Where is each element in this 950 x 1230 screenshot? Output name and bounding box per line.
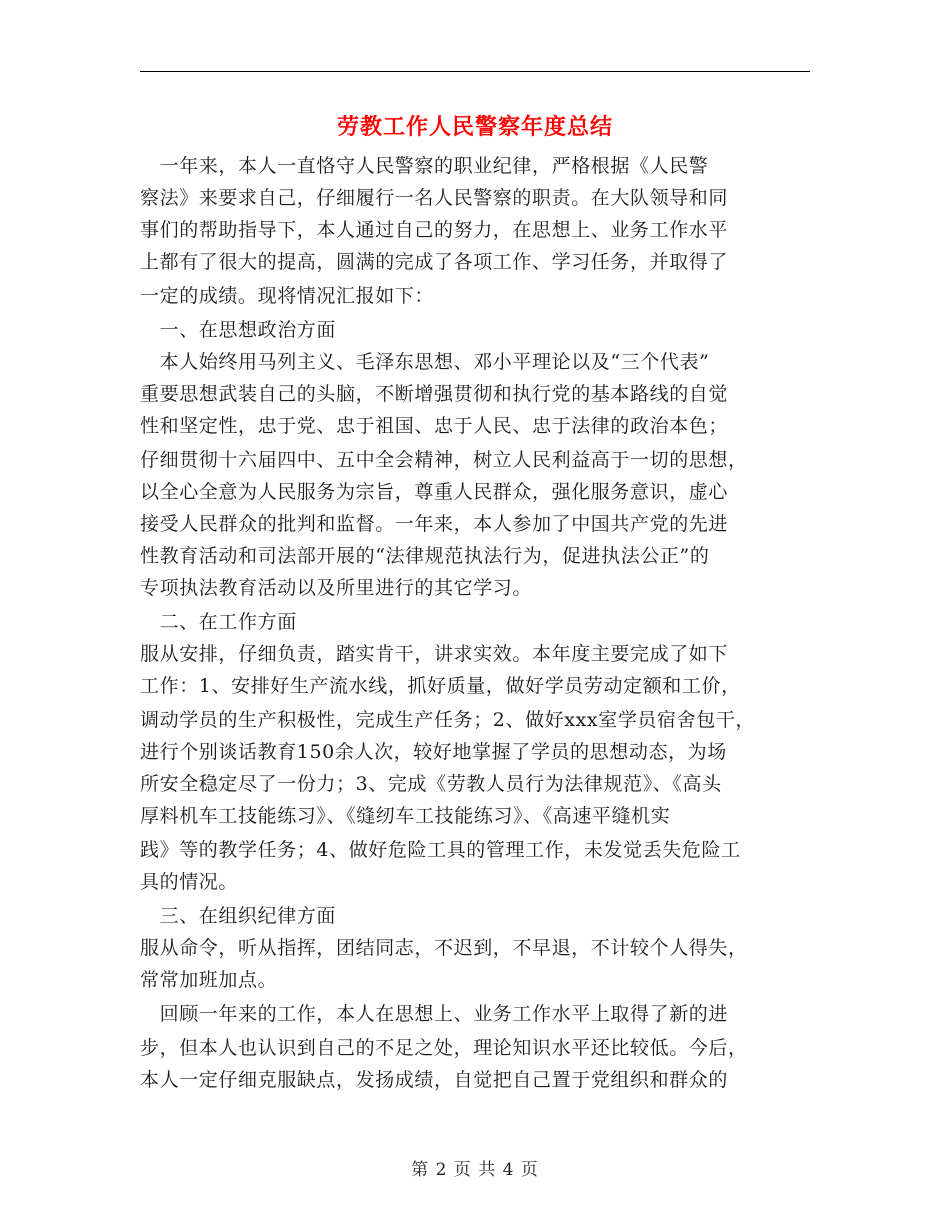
body-line: 上都有了很大的提高，圆满的完成了各项工作、学习任务，并取得了 — [140, 251, 729, 273]
body-line: 接受人民群众的批判和监督。一年来，本人参加了中国共产党的先进 — [140, 513, 729, 535]
body-line: 回顾一年来的工作，本人在思想上、业务工作水平上取得了新的进 — [140, 1003, 729, 1025]
body-line: 仔细贯彻十六届四中、五中全会精神，树立人民利益高于一切的思想， — [140, 449, 748, 471]
body-line: 步，但本人也认识到自己的不足之处，理论知识水平还比较低。今后， — [140, 1037, 748, 1059]
body-line: 专项执法教育活动以及所里进行的其它学习。 — [140, 577, 533, 599]
body-line: 本人一定仔细克服缺点，发扬成绩，自觉把自己置于党组织和群众的 — [140, 1069, 729, 1091]
body-line: 察法》来要求自己，仔细履行一名人民警察的职责。在大队领导和同 — [140, 187, 729, 209]
section-heading: 二、在工作方面 — [140, 611, 297, 633]
body-line: 以全心全意为人民服务为宗旨，尊重人民群众，强化服务意识，虚心 — [140, 481, 729, 503]
body-line: 服从安排，仔细负责，踏实肯干，讲求实效。本年度主要完成了如下 — [140, 643, 729, 665]
body-line: 常常加班加点。 — [140, 969, 278, 991]
section-heading: 三、在组织纪律方面 — [140, 905, 337, 927]
body-line: 性教育活动和司法部开展的“法律规范执法行为，促进执法公正”的 — [140, 545, 710, 567]
body-line: 所安全稳定尽了一份力；3、完成《劳教人员行为法律规范》、《高头 — [140, 773, 722, 795]
body-line: 事们的帮助指导下，本人通过自己的努力，在思想上、业务工作水平 — [140, 219, 729, 241]
body-line: 工作：1、安排好生产流水线，抓好质量，做好学员劳动定额和工价， — [140, 675, 741, 697]
body-line: 一年来，本人一直恪守人民警察的职业纪律，严格根据《人民警 — [140, 155, 709, 177]
body-line: 服从命令，听从指挥，团结同志，不迟到，不早退，不计较个人得失， — [140, 937, 748, 959]
body-line: 厚料机车工技能练习》、《缝纫车工技能练习》、《高速平缝机实 — [140, 805, 671, 827]
header-rule — [140, 71, 810, 72]
body-line: 一定的成绩。现将情况汇报如下： — [140, 285, 435, 307]
body-line: 践》等的教学任务；4、做好危险工具的管理工作，未发觉丢失危险工 — [140, 839, 741, 861]
body-line: 本人始终用马列主义、毛泽东思想、邓小平理论以及“三个代表” — [140, 351, 710, 373]
body-line: 具的情况。 — [140, 871, 239, 893]
page-footer: 第 2 页 共 4 页 — [411, 1160, 539, 1180]
body-line: 调动学员的生产积极性，完成生产任务；2、做好xxx室学员宿舍包干， — [140, 709, 756, 731]
section-heading: 一、在思想政治方面 — [140, 319, 337, 341]
body-line: 性和坚定性，忠于党、忠于祖国、忠于人民、忠于法律的政治本色； — [140, 415, 729, 437]
document-title: 劳教工作人民警察年度总结 — [336, 114, 613, 140]
body-line: 重要思想武装自己的头脑，不断增强贯彻和执行党的基本路线的自觉 — [140, 383, 729, 405]
body-line: 进行个别谈话教育150余人次，较好地掌握了学员的思想动态，为场 — [140, 741, 727, 763]
